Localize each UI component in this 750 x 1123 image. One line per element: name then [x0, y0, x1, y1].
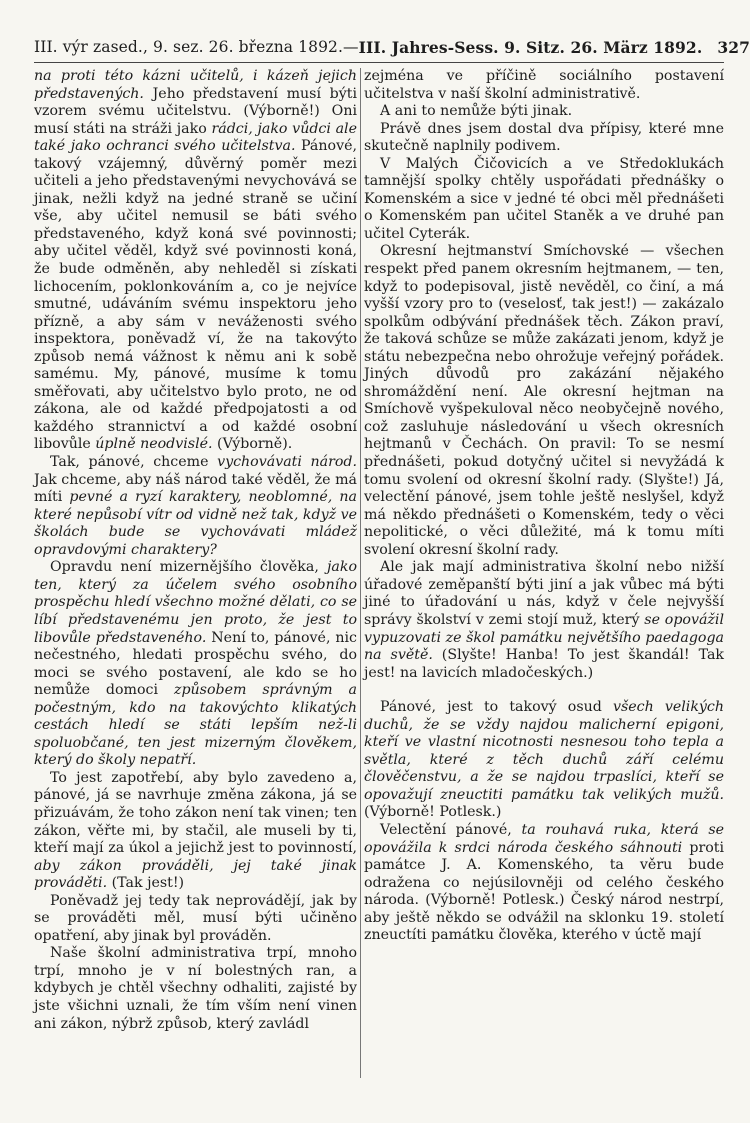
- header-rule: [34, 62, 724, 63]
- column-divider: [360, 68, 361, 1078]
- left-column-paragraph: Poněvadž jej tedy tak neprovádějí, jak by se prováděti měl, musí býti učiněno opatření, aby jinak byl prováděn.: [34, 892, 357, 944]
- right-column-paragraph: zejména ve příčině sociálního postavení učitelstva v naší školní administrativě.: [364, 68, 724, 102]
- page-number: 327: [717, 37, 750, 57]
- right-column-paragraph: Ale jak mají administrativa školní nebo nižší úřadové zeměpanští býti jiní a jak vůbec má býti jiné to úřadování u nás, když v čele nejvyšší správy školství v zemi stojí muž, který se opovážil vypuzovati ze škol památku největšího paedagoga na světě. (Slyšte! Hanba! To jest škandál! Tak jest! na lavicích mladočeských.): [364, 559, 725, 681]
- left-column-paragraph: To jest zapotřebí, aby bylo zavedeno a, pánové, já se navrhuje změna zákona, já se přizuávám, že toho zákon není tak vinen; ten zákon, věřte mi, by stačil, ale museli by ti, kteří mají za úkol a jejichž jest to povinností, aby zákon prováděli, jej také jinak prováděti. (Tak jest!): [34, 769, 357, 892]
- left-column-paragraph: Tak, pánové, chceme vychovávati národ. Jak chceme, aby náš národ také věděl, že má míti pevné a ryzí karaktery, neoblomné, na které nepůsobí vítr od vidně než tak, když ve školách bude se vychovávati mládež opravdovými charaktery?: [34, 454, 357, 558]
- right-column-paragraph: Právě dnes jsem dostal dva přípisy, které mne skutečně naplnily podivem.: [364, 120, 724, 155]
- left-column-paragraph: Naše školní administrativa trpí, mnoho trpí, mnoho je v ní bolestných ran, a kdybych je chtěl všechny odhaliti, zajisté by jste všichni uznali, že tím vším není vinen ani zákon, nýbrž způsob, který zavládl: [34, 945, 357, 1032]
- running-header: [34, 36, 750, 58]
- header-left-czech: III. výr zased., 9. sez. 26. března 1892.: [34, 38, 344, 56]
- right-column-paragraph: A ani to nemůže býti jinak.: [380, 103, 573, 120]
- right-column: [364, 68, 724, 945]
- header-right-text: III. Jahres-Sess. 9. Sitz. 26. März 1892.: [358, 37, 703, 57]
- left-column-paragraph: Opravdu není mizernějšího člověka, jako ten, který za účelem svého osobního prospěchu hledí všechno možné dělati, co se líbí představenému jen proto, že jest to libovůle představeného. Není to, pánové, nic nečestného, hledati prospěchu svého, do moci se svého postavení, ale kdo se ho nemůže domoci způsobem správným a počestným, kdo na takovýchto klikatých cestách hledí se státi lepším než-li spoluobčané, ten jest mizerným člověkem, který do školy nepatří.: [34, 559, 357, 769]
- right-column-paragraph: Okresní hejtmanství Smíchovské — všechen respekt před panem okresním hejtmanem, — ten, když to podepisoval, jistě nevěděl, co činí, a má vyšší vzory pro to (veselosť, tak jest!) — zakázalo spolkům odbývání přednášek těch. Zákon praví, že taková schůze se může zakázati jenom, když je státu nebezpečna nebo ohrožuje veřejný pořádek. Jiných důvodů pro zakázání nějakého shromáždění není. Ale okresní hejtman na Smíchově vyšpekuloval něco neobyčejně nového, což zasluhuje následování u všech okresních hejtmanů v Čechách. On pravil: To se nesmí přednášeti, pokud dotyčný učitel si nevyžádá k tomu svolení od okresní školní rady. (Slyšte!) Já, velectění pánové, jsem tohle ještě neslyšel, když má někdo přednášeti o Komenském, tedy o věci nepolitické, o věci důležité, má k tomu míti svolení okresní školní rady.: [364, 243, 724, 558]
- header-dash: —: [343, 38, 359, 56]
- left-column-paragraph: na proti této kázni učitelů, i kázeň jejich představených. Jeho představení musí býti vzorem svému učitelstvu. (Výborně!) Oni musí státi na stráži jako rádci, jako vůdci ale také jako ochranci svého učitelstva. Pánové, takový vzájemný, důvěrný poměr mezi učiteli a jeho představenými nevychovává se jinak, nežli když na jedné straně se učiní vše, aby učitel nemusil se báti svého představeného, když koná své povinnosti; aby učitel věděl, když své povinnosti koná, že bude odměněn, aby nehleděl si získati lichocením, poklonkováním a, co je nejvíce smutné, udáváním svému inspektoru jeho přízně, a aby sám v neváženosti svého inspektora, poněvadž ví, že na takovýto způsob nemá vážnost k němu ani k sobě samému. My, pánové, musíme k tomu směřovati, aby učitelstvo bylo proto, ne od zákona, ale od každé předpojatosti a od každého strannictví a od každé osobní libovůle úplně neodvislé. (Výborně).: [34, 68, 357, 453]
- right-column-paragraph: Velectění pánové, ta rouhavá ruka, která se opovážila k srdci národa českého sáhnouti proti památce J. A. Komenského, ta věru bude odražena co nejúsilovněji od celého českého národa. (Výborně! Potlesk.) Český národ nestrpí, aby ještě někdo se odvážil na sklonku 19. století zneuctíti památku člověka, kterého v úctě mají: [364, 821, 725, 944]
- left-column: [34, 68, 357, 1033]
- right-column-paragraph: V Malých Čičovicích a ve Středoklukách tamnější spolky chtěly uspořádati přednášky o Komenském a sice v jedné té obci měl přednášeti o Komenském pan učitel Staněk a ve druhé pan učitel Cyterák.: [364, 155, 724, 242]
- right-column-paragraph: Pánové, jest to takový osud všech velikých duchů, že se vždy najdou malicherní epigoni, kteří ve vlastní nicotnosti nesnesou toho tepla a světla, které z těch duchů září celému člověčenstvu, a že se najdou trpaslíci, kteří se opovažují zneuctiti památku tak velikých mužů. (Výborně! Potlesk.): [364, 699, 725, 821]
- header-right-german: [359, 38, 750, 57]
